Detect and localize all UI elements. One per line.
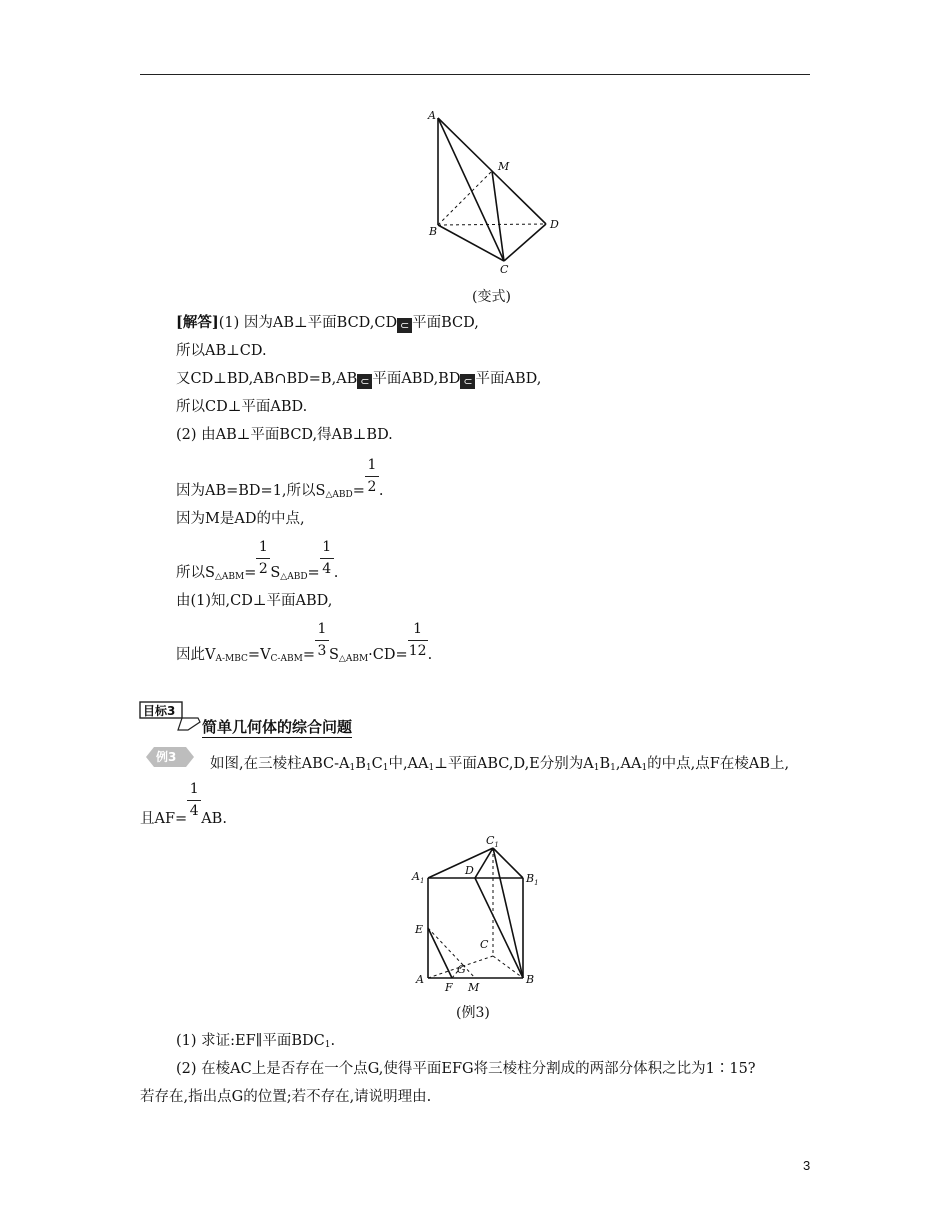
- solution-line-8: 所以$S_{\triangle ABM}=$ $\frac{1}{2}$ $S_{\triangle ABD}=$ $\frac{1}{4}$ .: [176, 564, 338, 586]
- edge-CD: [504, 224, 546, 261]
- edge-C1B1: [493, 848, 523, 878]
- label-A1: $A_1$: [412, 870, 425, 885]
- question-2: (2) 在棱AC上是否存在一个点G,使得平面EFG将三棱柱分割成的两部分体积之比为1∶15?: [176, 1061, 756, 1077]
- edge-EF: [428, 928, 452, 978]
- label-C1: $C_1$: [486, 834, 499, 849]
- solution-line-5: (2) 由AB⊥平面BCD,得AB⊥BD.: [176, 427, 393, 443]
- label-C: C: [480, 938, 489, 951]
- goal-badge-icon: [138, 700, 204, 734]
- example-line-2: 且AF= $\frac{1}{4}$ AB.: [140, 781, 227, 827]
- fraction: $\frac{1}{2}$: [256, 568, 270, 586]
- figure1-caption: (变式): [472, 289, 511, 305]
- fraction: $\frac{1}{3}$: [315, 650, 329, 668]
- subset-symbol-icon: ⊂: [357, 374, 372, 389]
- label-F: F: [445, 981, 453, 994]
- label-A: A: [428, 109, 436, 122]
- example-line-1: 如图,在三棱柱ABC-$A_1B_1C_1$中$,AA_1\perp$平面ABC,D,E分别为$A_1B_1,AA_1$的中点,点F在棱AB上,: [210, 756, 790, 773]
- label-G: G: [457, 963, 466, 976]
- label-B: B: [526, 973, 535, 986]
- label-A: A: [416, 973, 424, 986]
- fraction: $\frac{1}{4}$: [320, 568, 334, 586]
- solution-line-3: 又CD⊥BD,AB∩BD=B,AB ⊂ 平面ABD,BD ⊂ 平面ABD,: [176, 371, 542, 388]
- label-D: D: [465, 864, 474, 877]
- header-rule: [140, 74, 810, 75]
- tetrahedron-figure: [420, 104, 570, 280]
- solution-line-7: 因为M是AD的中点,: [176, 511, 305, 527]
- example-badge-icon: [142, 744, 198, 770]
- label-E: E: [415, 923, 424, 936]
- subset-symbol-icon: ⊂: [460, 374, 475, 389]
- edge-BC: [438, 225, 504, 261]
- edge-DB: [475, 878, 523, 978]
- edge-EG-hidden: [428, 928, 463, 965]
- fraction: $\frac{1}{12}$: [408, 621, 427, 659]
- figure2-caption: (例3): [456, 1005, 490, 1021]
- prism-figure: [408, 828, 558, 996]
- solution-line-4: 所以CD⊥平面ABD.: [176, 399, 308, 415]
- goal-badge-label: 目标3: [143, 704, 176, 718]
- solution-heading: [解答]: [176, 314, 219, 331]
- question-2-continued: 若存在,指出点G的位置;若不存在,请说明理由.: [140, 1089, 432, 1105]
- label-D: D: [550, 218, 559, 231]
- solution-line-6: 因为AB=BD=1,所以$S_{\triangle ABD}=$ $\frac{1}{2}$ .: [176, 482, 384, 504]
- goal-title: 简单几何体的综合问题: [202, 718, 353, 736]
- label-B: B: [429, 225, 438, 238]
- label-B1: $B_1$: [526, 872, 539, 887]
- label-C: C: [500, 263, 509, 276]
- label-M: M: [468, 981, 480, 994]
- solution-line-10: 因此$V_{A-MBC}=V_{C-ABM}=$ $\frac{1}{3}$ $S_{\triangle ABM}\cdot CD=$ $\frac{1}{12}$ .: [176, 646, 432, 668]
- edge-BD-hidden: [438, 224, 546, 225]
- fraction: $\frac{1}{4}$: [187, 810, 201, 828]
- fraction: $\frac{1}{2}$: [365, 486, 379, 504]
- edge-C1B: [493, 848, 523, 978]
- label-M: M: [498, 160, 510, 173]
- question-1: (1) 求证:EF∥平面$BDC_1$.: [176, 1033, 336, 1050]
- subset-symbol-icon: ⊂: [397, 318, 412, 333]
- page-number: 3: [803, 1158, 811, 1173]
- solution-line-2: 所以AB⊥CD.: [176, 343, 267, 359]
- solution-line-9: 由(1)知,CD⊥平面ABD,: [176, 593, 333, 609]
- example-badge-label: 例3: [156, 750, 177, 764]
- solution-line-1: [解答](1) 因为AB⊥平面BCD,CD ⊂ 平面BCD,: [176, 314, 479, 332]
